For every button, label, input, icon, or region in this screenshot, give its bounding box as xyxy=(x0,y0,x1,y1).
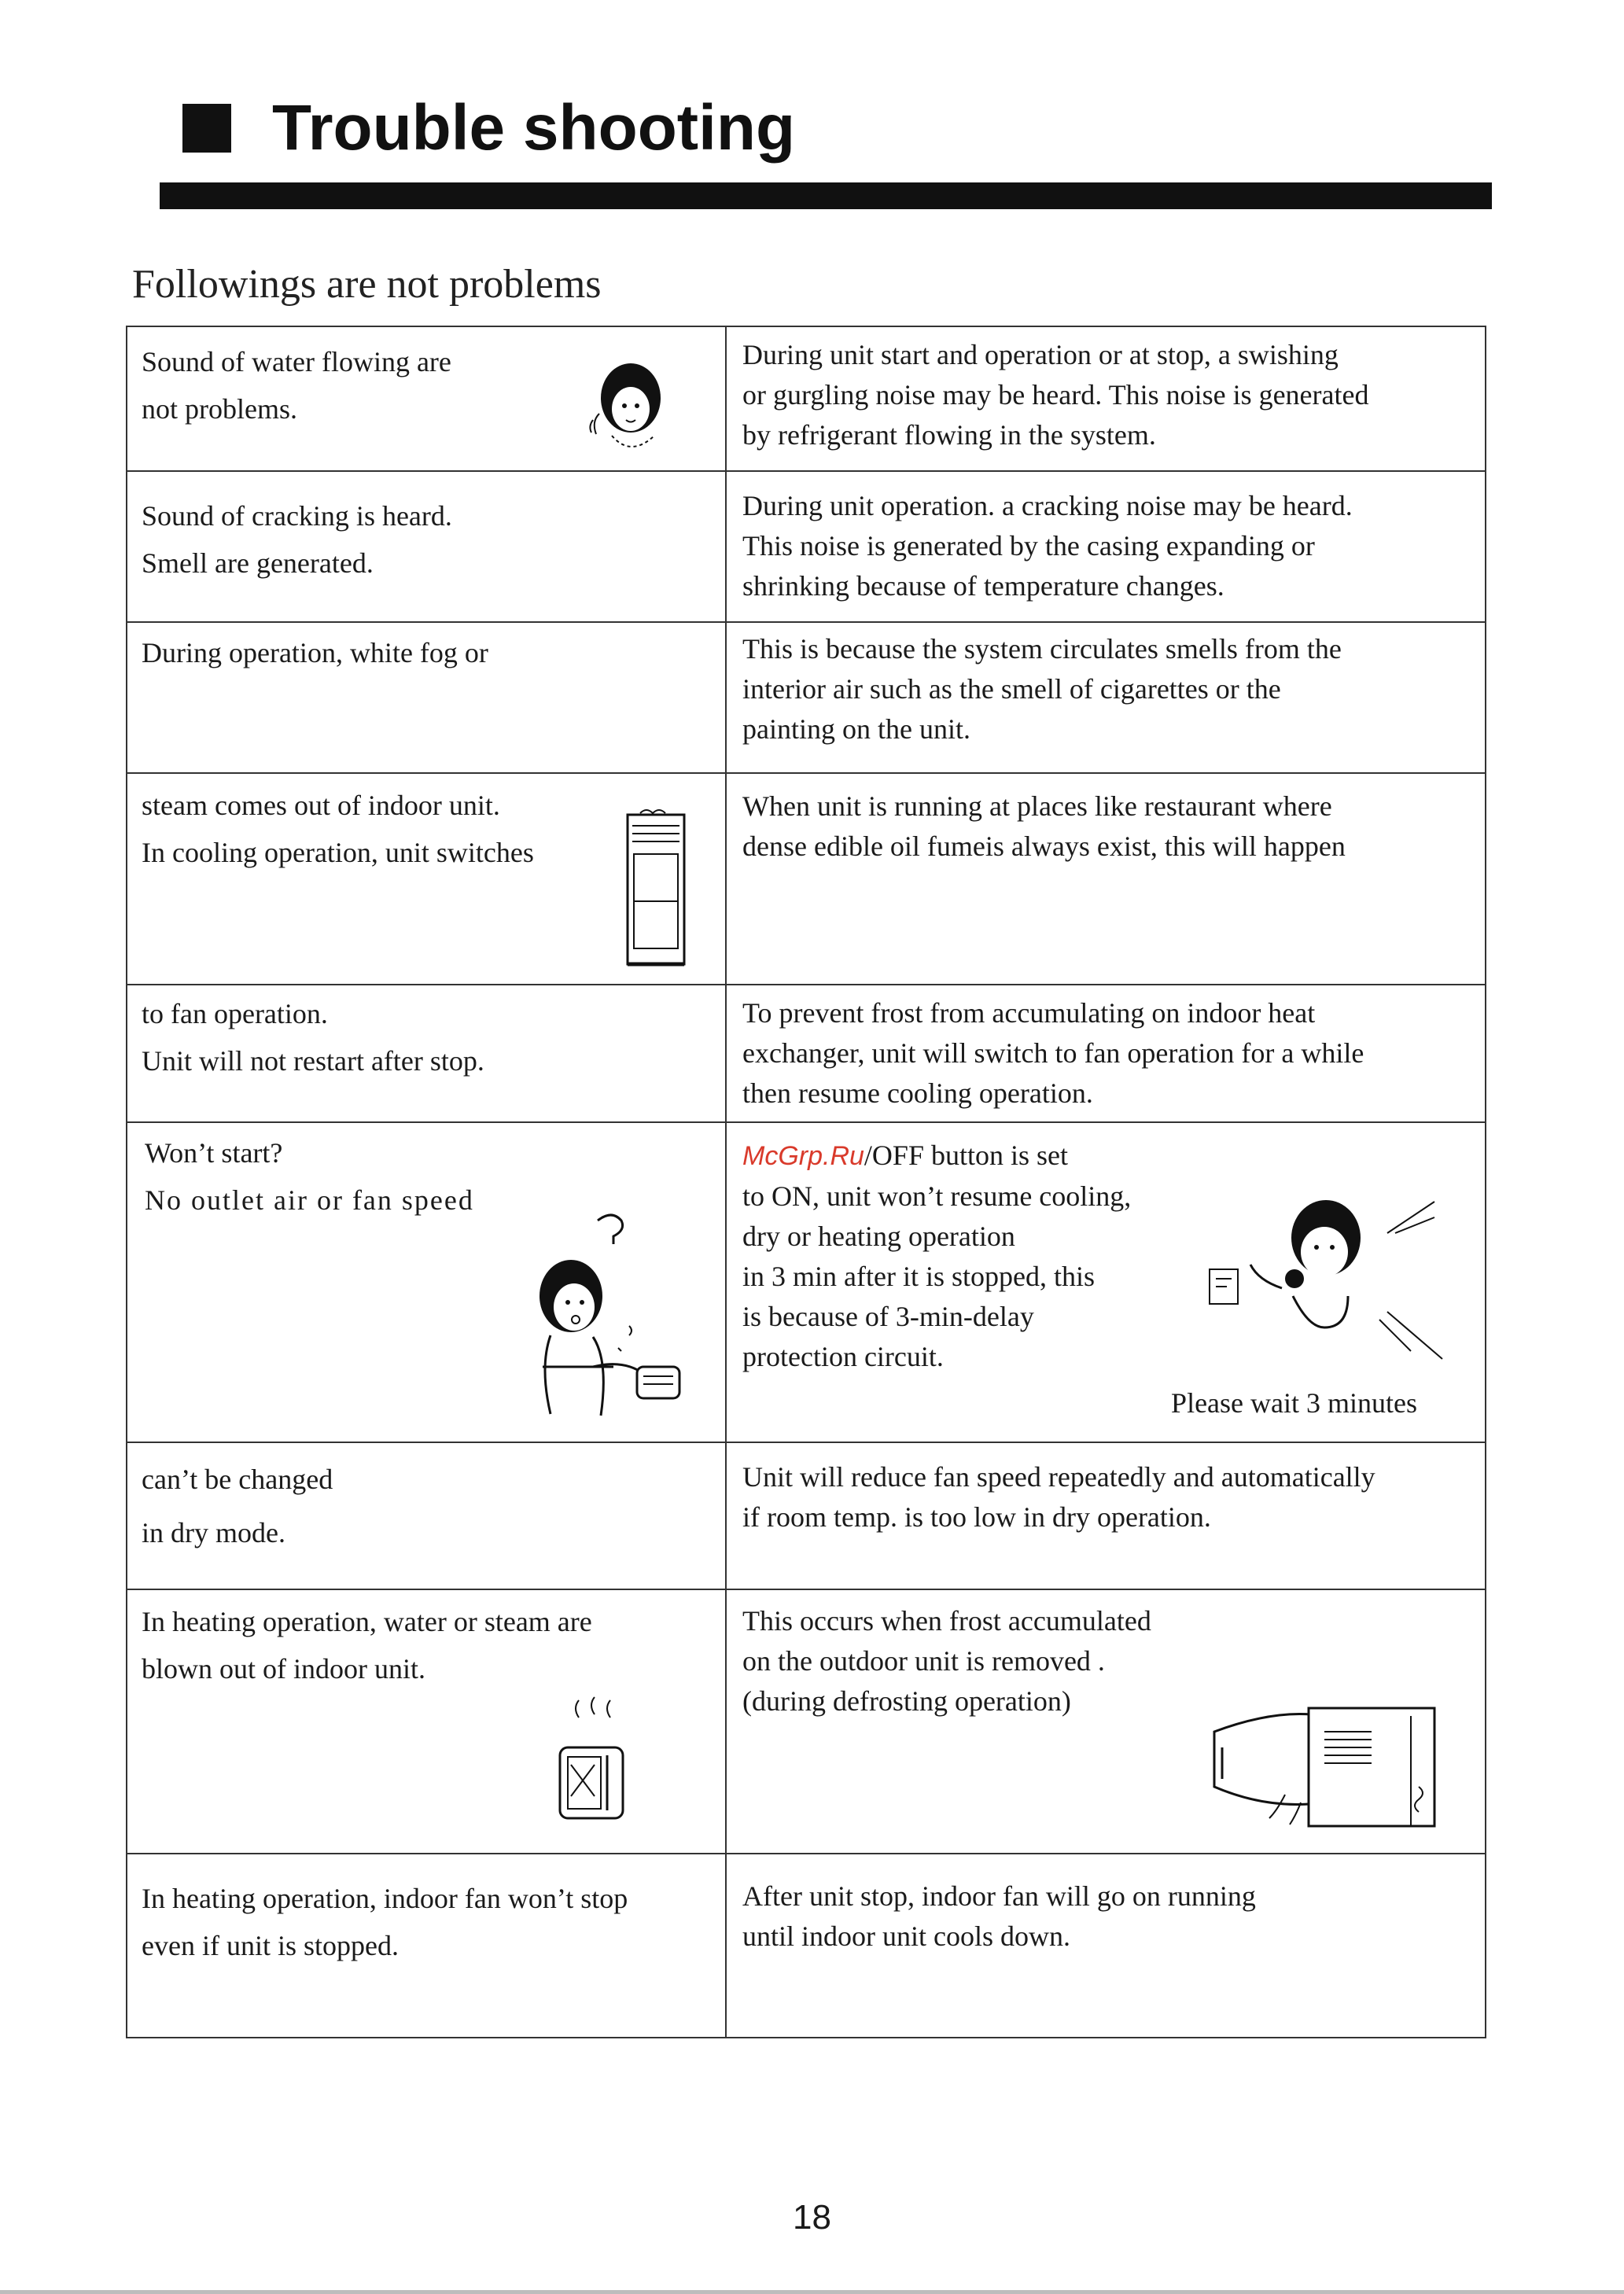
symptom-line: In heating operation, water or steam are xyxy=(142,1606,592,1637)
outdoor-unit-illustration xyxy=(1191,1700,1450,1842)
explanation-line: (during defrosting operation) xyxy=(742,1685,1071,1717)
explanation-cell xyxy=(726,1442,1486,1589)
table-row xyxy=(127,985,1486,1122)
symptom-cell xyxy=(127,1854,726,2038)
symptom-cell xyxy=(127,1442,726,1589)
table-row xyxy=(127,773,1486,985)
wait-note: Please wait 3 minutes xyxy=(1171,1387,1417,1419)
explanation-line: During unit operation. a cracking noise may be heard. xyxy=(742,490,1353,521)
symptom-line: blown out of indoor unit. xyxy=(142,1653,425,1685)
title-bullet-square xyxy=(182,104,231,153)
explanation-line xyxy=(742,1136,1474,1176)
symptom-line: Unit will not restart after stop. xyxy=(142,1045,484,1077)
symptom-line: Won’t start? xyxy=(145,1137,283,1169)
explanation-cell xyxy=(726,326,1486,471)
explanation-line: to ON, unit won’t resume cooling, xyxy=(742,1180,1132,1212)
page-title: Trouble shooting xyxy=(272,92,796,164)
symptom-cell xyxy=(127,1589,726,1854)
explanation-cell xyxy=(726,1854,1486,2038)
explanation-line: protection circuit. xyxy=(742,1341,944,1372)
symptom-line: Sound of water flowing are xyxy=(142,346,451,377)
waiting-girl-illustration xyxy=(1206,1186,1458,1375)
explanation-line: interior air such as the smell of cigarettes or the xyxy=(742,673,1281,705)
explanation-cell xyxy=(726,773,1486,985)
table-row xyxy=(127,1854,1486,2038)
symptom-line: Sound of cracking is heard. xyxy=(142,500,452,532)
symptom-line: to fan operation. xyxy=(142,998,328,1029)
explanation-line: by refrigerant flowing in the system. xyxy=(742,419,1156,451)
explanation-line: When unit is running at places like restaurant where xyxy=(742,790,1332,822)
explanation-cell xyxy=(726,622,1486,773)
explanation-line: exchanger, unit will switch to fan operation for a while xyxy=(742,1037,1364,1069)
steam-unit-illustration xyxy=(544,1692,639,1834)
symptom-line: In heating operation, indoor fan won’t stop xyxy=(142,1883,628,1914)
explanation-line: painting on the unit. xyxy=(742,713,970,745)
symptom-cell xyxy=(127,985,726,1122)
explanation-line: To prevent frost from accumulating on indoor heat xyxy=(742,997,1316,1029)
symptom-cell xyxy=(127,773,726,985)
explanation-cell xyxy=(726,1122,1486,1442)
symptom-cell xyxy=(127,1122,726,1442)
symptom-cell xyxy=(127,471,726,622)
explanation-line: if room temp. is too low in dry operation. xyxy=(742,1501,1211,1533)
explanation-line: This noise is generated by the casing expanding or xyxy=(742,530,1315,562)
section-subtitle: Followings are not problems xyxy=(132,262,602,307)
table-row xyxy=(127,622,1486,773)
explanation-line: dense edible oil fumeis always exist, this will happen xyxy=(742,830,1346,862)
symptom-line: can’t be changed xyxy=(142,1464,333,1495)
table-row xyxy=(127,1589,1486,1854)
explanation-line: shrinking because of temperature changes. xyxy=(742,570,1224,602)
symptom-line: in dry mode. xyxy=(142,1517,285,1548)
table-row xyxy=(127,1122,1486,1442)
watermark-text: McGrp.Ru xyxy=(742,1141,864,1171)
table-row xyxy=(127,471,1486,622)
symptom-line: In cooling operation, unit switches xyxy=(142,837,534,868)
explanation-line: dry or heating operation xyxy=(742,1221,1015,1252)
page-bottom-edge xyxy=(0,2290,1624,2294)
symptom-line: not problems. xyxy=(142,393,297,425)
table-row xyxy=(127,1442,1486,1589)
page-number: 18 xyxy=(793,2198,831,2237)
explanation-line: is because of 3-min-delay xyxy=(742,1301,1034,1332)
symptom-cell xyxy=(127,326,726,471)
explanation-cell xyxy=(726,985,1486,1122)
explanation-line: until indoor unit cools down. xyxy=(742,1920,1070,1952)
symptom-cell xyxy=(127,622,726,773)
symptom-line: even if unit is stopped. xyxy=(142,1930,399,1961)
explanation-line: on the outdoor unit is removed . xyxy=(742,1645,1105,1677)
explanation-line: Unit will reduce fan speed repeatedly and automatically xyxy=(742,1461,1375,1493)
page-header xyxy=(182,92,796,164)
troubleshooting-table xyxy=(126,326,1486,2038)
explanation-line: During unit start and operation or at stop, a swishing xyxy=(742,339,1339,370)
explanation-line: in 3 min after it is stopped, this xyxy=(742,1261,1095,1292)
explanation-line: This occurs when frost accumulated xyxy=(742,1605,1151,1637)
symptom-line: During operation, white fog or xyxy=(142,637,488,668)
indoor-unit-illustration xyxy=(617,807,695,974)
table-row xyxy=(127,326,1486,471)
symptom-line: Smell are generated. xyxy=(142,547,374,579)
title-divider xyxy=(160,182,1492,209)
explanation-line: or gurgling noise may be heard. This noise is generated xyxy=(742,379,1369,411)
listening-girl-illustration xyxy=(582,357,676,459)
symptom-line: No outlet air or fan speed xyxy=(145,1184,474,1216)
explanation-line: This is because the system circulates smells from the xyxy=(742,633,1342,665)
explanation-cell xyxy=(726,1589,1486,1854)
explanation-line-rest: /OFF button is set xyxy=(864,1140,1068,1171)
explanation-line: then resume cooling operation. xyxy=(742,1077,1093,1109)
explanation-cell xyxy=(726,471,1486,622)
confused-girl-illustration xyxy=(511,1210,700,1422)
symptom-line: steam comes out of indoor unit. xyxy=(142,790,500,821)
explanation-line: After unit stop, indoor fan will go on running xyxy=(742,1880,1256,1912)
